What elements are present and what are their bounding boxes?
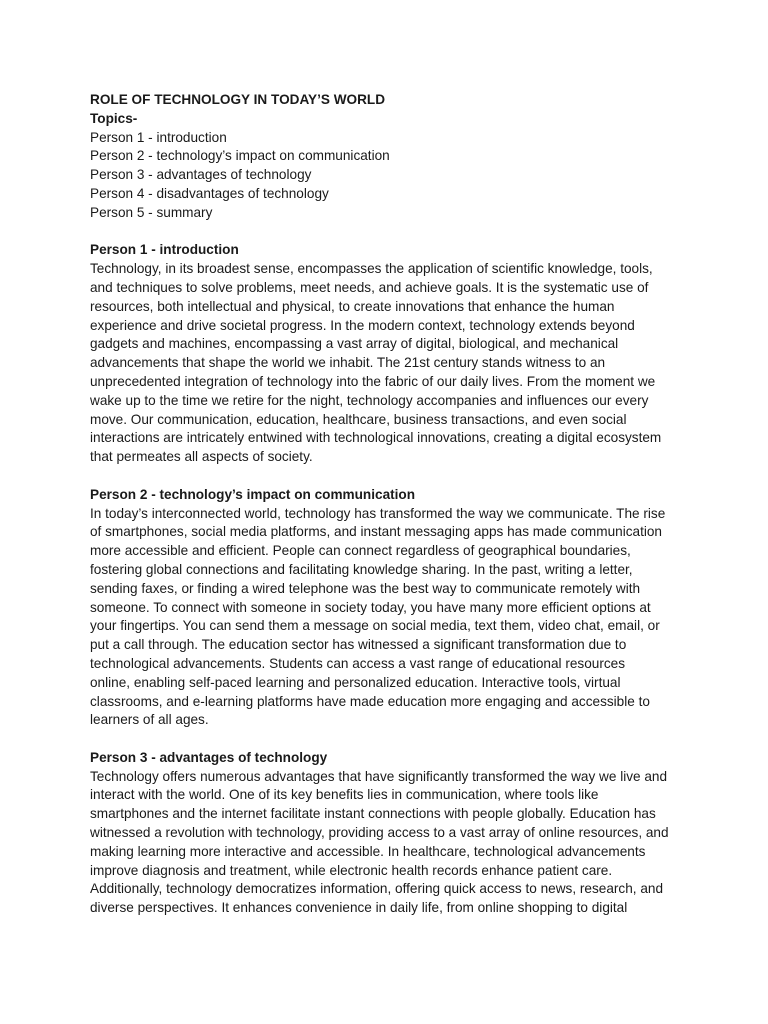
section-body bbox=[90, 505, 690, 731]
body-line: improve diagnosis and treatment, while electronic health records enhance patient care. bbox=[90, 862, 613, 878]
body-line: and techniques to solve problems, meet needs, and achieve goals. It is the systematic use of bbox=[90, 279, 649, 295]
body-line: sending faxes, or finding a wired telephone was the best way to communicate remotely with bbox=[90, 580, 641, 596]
body-line: your fingertips. You can send them a message on social media, text them, video chat, email, or bbox=[90, 618, 660, 634]
body-line: Additionally, technology democratizes information, offering quick access to news, research, and bbox=[90, 881, 664, 897]
paragraph-gap bbox=[90, 223, 690, 242]
body-line: advancements that shape the world we inhabit. The 21st century stands witness to an bbox=[90, 355, 606, 371]
document-page bbox=[90, 91, 690, 918]
topic-item: Person 2 - technology’s impact on communication bbox=[90, 148, 390, 164]
body-line: experience and drive societal progress. In the modern context, technology extends beyond bbox=[90, 317, 635, 333]
body-line: learners of all ages. bbox=[90, 712, 209, 728]
section-heading: Person 3 - advantages of technology bbox=[90, 749, 328, 765]
body-line: technological advancements. Students can access a vast range of educational resources bbox=[90, 655, 626, 671]
body-line: wake up to the time we retire for the night, technology accompanies and influences our every bbox=[90, 392, 649, 408]
topic-item: Person 4 - disadvantages of technology bbox=[90, 185, 329, 201]
body-line: In today’s interconnected world, technology has transformed the way we communicate. The rise bbox=[90, 505, 666, 521]
body-line: Technology offers numerous advantages that have significantly transformed the way we live and bbox=[90, 768, 668, 784]
topic-item: Person 5 - summary bbox=[90, 204, 213, 220]
section-person-1 bbox=[90, 241, 690, 467]
topic-item: Person 3 - advantages of technology bbox=[90, 167, 312, 183]
body-line: gadgets and machines, encompassing a vast array of digital, biological, and mechanical bbox=[90, 336, 619, 352]
body-line: of smartphones, social media platforms, and instant messaging apps has made communication bbox=[90, 524, 662, 540]
body-line: interact with the world. One of its key benefits lies in communication, where tools like bbox=[90, 787, 599, 803]
paragraph-gap bbox=[90, 467, 690, 486]
section-person-2 bbox=[90, 486, 690, 730]
body-line: smartphones and the internet facilitate instant connections with people globally. Education has bbox=[90, 806, 656, 822]
topics-heading: Topics- bbox=[90, 110, 138, 126]
topics-list bbox=[90, 129, 690, 223]
topic-item: Person 1 - introduction bbox=[90, 129, 227, 145]
body-line: diverse perspectives. It enhances convenience in daily life, from online shopping to digital bbox=[90, 900, 628, 916]
paragraph-gap bbox=[90, 730, 690, 749]
body-line: someone. To connect with someone in society today, you have many more efficient options at bbox=[90, 599, 651, 615]
section-body bbox=[90, 260, 690, 467]
body-line: online, enabling self-paced learning and personalized education. Interactive tools, virtual bbox=[90, 674, 621, 690]
body-line: resources, both intellectual and physical, to create innovations that enhance the human bbox=[90, 298, 615, 314]
body-line: put a call through. The education sector has witnessed a significant transformation due to bbox=[90, 637, 627, 653]
body-line: move. Our communication, education, healthcare, business transactions, and even social bbox=[90, 411, 627, 427]
body-line: classrooms, and e-learning platforms have made education more engaging and accessible to bbox=[90, 693, 650, 709]
section-person-3 bbox=[90, 749, 690, 918]
section-body bbox=[90, 768, 690, 918]
section-heading: Person 2 - technology’s impact on communication bbox=[90, 486, 416, 502]
body-line: witnessed a revolution with technology, providing access to a vast array of online resources, and bbox=[90, 825, 669, 841]
body-line: Technology, in its broadest sense, encompasses the application of scientific knowledge, tools, bbox=[90, 261, 653, 277]
document-title: ROLE OF TECHNOLOGY IN TODAY’S WORLD bbox=[90, 92, 386, 107]
body-line: more accessible and efficient. People can connect regardless of geographical boundaries, bbox=[90, 543, 631, 559]
body-line: fostering global connections and facilitating knowledge sharing. In the past, writing a letter, bbox=[90, 561, 633, 577]
body-line: making learning more interactive and accessible. In healthcare, technological advancements bbox=[90, 843, 646, 859]
body-line: that permeates all aspects of society. bbox=[90, 449, 313, 465]
body-line: unprecedented integration of technology into the fabric of our daily lives. From the moment we bbox=[90, 373, 656, 389]
section-heading: Person 1 - introduction bbox=[90, 242, 239, 258]
body-line: interactions are intricately entwined with technological innovations, creating a digital ecosystem bbox=[90, 430, 662, 446]
